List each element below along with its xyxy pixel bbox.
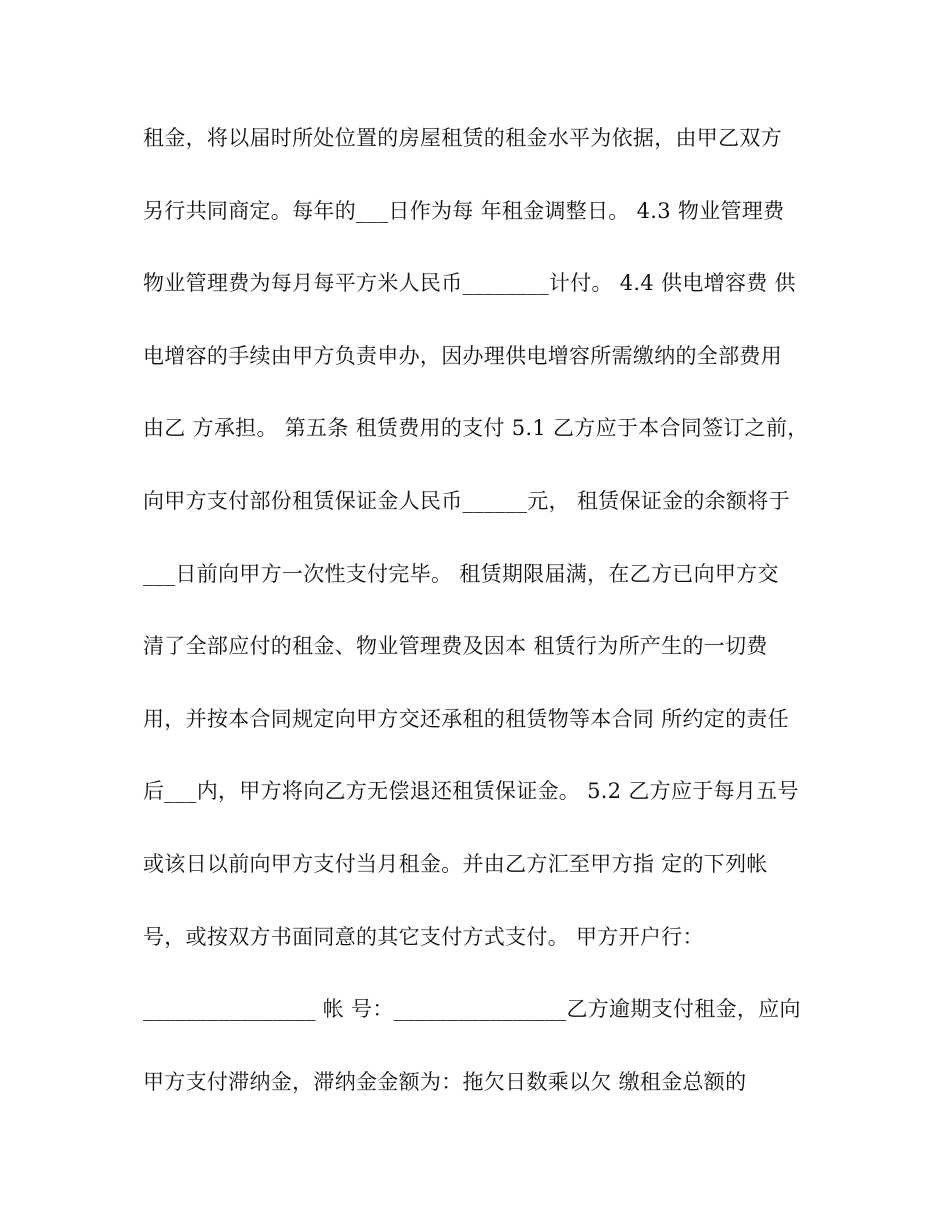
text-line: 清了全部应付的租金、物业管理费及因本 租赁行为所产生的一切费 [143,634,768,659]
text-line: 另行共同商定。每年的___日作为每 年租金调整日。 4.3 物业管理费 [143,198,785,223]
text-line: 由乙 方承担。 第五条 租赁费用的支付 5.1 乙方应于本合同签订之前， [143,416,809,441]
text-line: 甲方支付滞纳金，滞纳金金额为：拖欠日数乘以欠 缴租金总额的 [143,1069,747,1094]
text-line: 电增容的手续由甲方负责申办，因办理供电增容所需缴纳的全部费用 [143,343,782,368]
text-line: 后___内，甲方将向乙方无偿退还租赁保证金。 5.2 乙方应于每月五号 [143,779,799,804]
text-line: ___日前向甲方一次性支付完毕。 租赁期限届满，在乙方已向甲方交 [143,561,779,586]
text-line: 号，或按双方书面同意的其它支付方式支付。 甲方开户行： [143,924,704,949]
text-line: 向甲方支付部份租赁保证金人民币______元， 租赁保证金的余额将于 [143,488,790,513]
text-line: ________________ 帐 号：________________乙方逾期支付租金，应向 [143,997,801,1022]
document-body [143,118,823,1134]
text-line: 租金，将以届时所处位置的房屋租赁的租金水平为依据，由甲乙双方 [143,126,782,150]
text-line: 或该日以前向甲方支付当月租金。并由乙方汇至甲方指 定的下列帐 [143,851,768,876]
text-line: 物业管理费为每月每平方米人民币________计付。 4.4 供电增容费 供 [143,271,796,296]
text-line: 用，并按本合同规定向甲方交还承租的租赁物等本合同 所约定的责任 [143,706,789,731]
